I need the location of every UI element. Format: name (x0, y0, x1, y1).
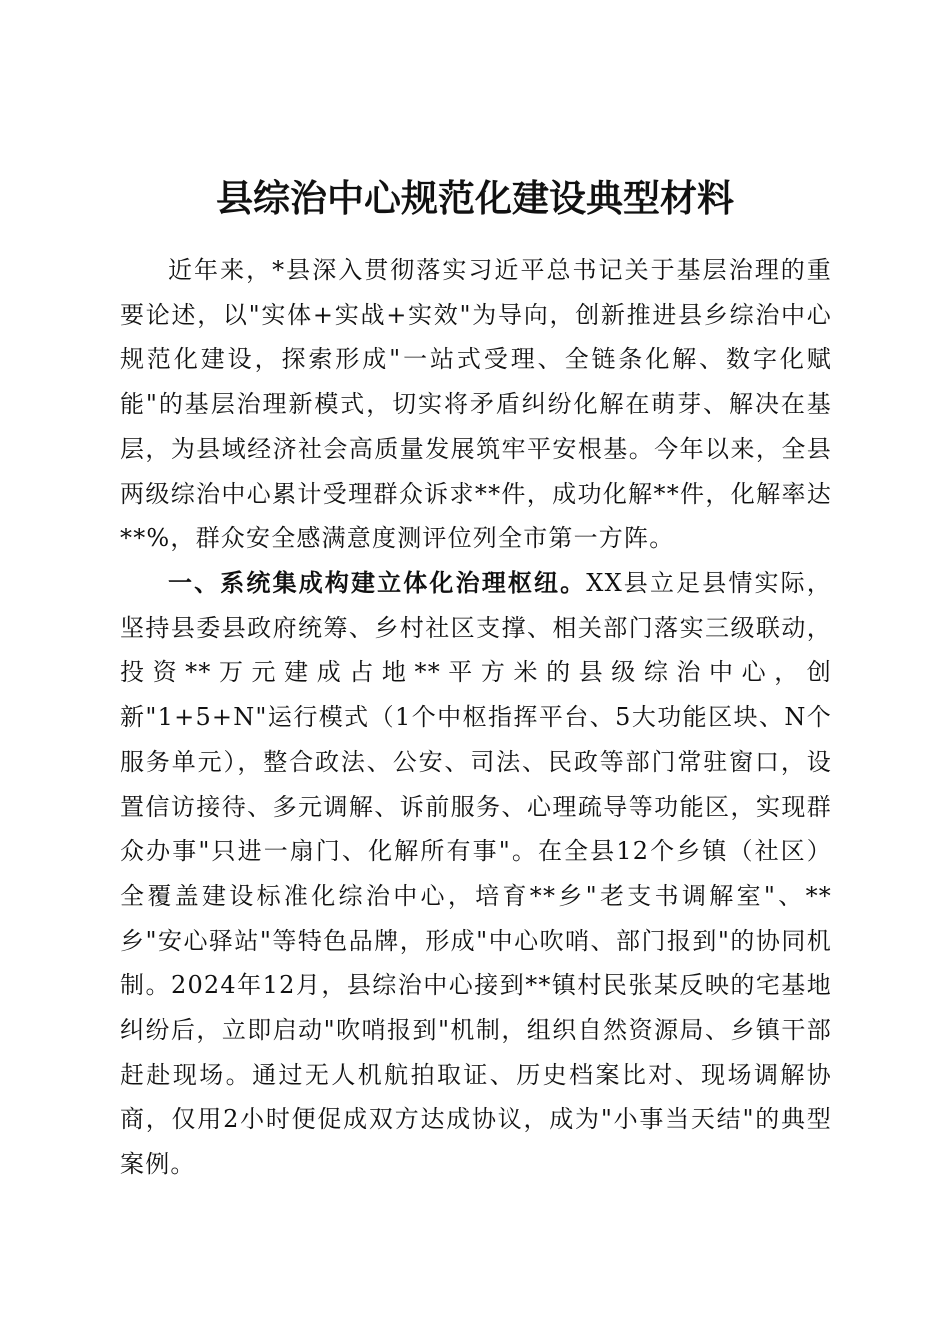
intro-paragraph (120, 248, 832, 561)
section-one-paragraph (120, 561, 832, 1187)
section-one-text: XX县立足县情实际，坚持县委县政府统筹、乡村社区支撑、相关部门落实三级联动，投资**万元建成占地**平方米的县级综治中心，创新"1+5+N"运行模式（1个中枢指挥平台、5大功能区块、N个服务单元），整合政法、公安、司法、民政等部门常驻窗口，设置信访接待、多元调解、诉前服务、心理疏导等功能区，实现群众办事"只进一扇门、化解所有事"。在全县12个乡镇（社区）全覆盖建设标准化综治中心，培育**乡"老支书调解室"、**乡"安心驿站"等特色品牌，形成"中心吹哨、部门报到"的协同机制。2024年12月，县综治中心接到**镇村民张某反映的宅基地纠纷后，立即启动"吹哨报到"机制，组织自然资源局、乡镇干部赶赴现场。通过无人机航拍取证、历史档案比对、现场调解协商，仅用2小时便促成双方达成协议，成为"小事当天结"的典型案例。 (120, 569, 833, 1179)
intro-paragraph-text: 近年来，*县深入贯彻落实习近平总书记关于基层治理的重要论述，以"实体+实战+实效"为导向，创新推进县乡综治中心规范化建设，探索形成"一站式受理、全链条化解、数字化赋能"的基层治理新模式，切实将矛盾纠纷化解在萌芽、解决在基层，为县域经济社会高质量发展筑牢平安根基。今年以来，全县两级综治中心累计受理群众诉求**件，成功化解**件，化解率达**%，群众安全感满意度测评位列全市第一方阵。 (120, 256, 832, 553)
document-title: 县综治中心规范化建设典型材料 (216, 176, 734, 220)
section-one-heading: 一、系统集成构建立体化治理枢纽。 (168, 568, 587, 597)
